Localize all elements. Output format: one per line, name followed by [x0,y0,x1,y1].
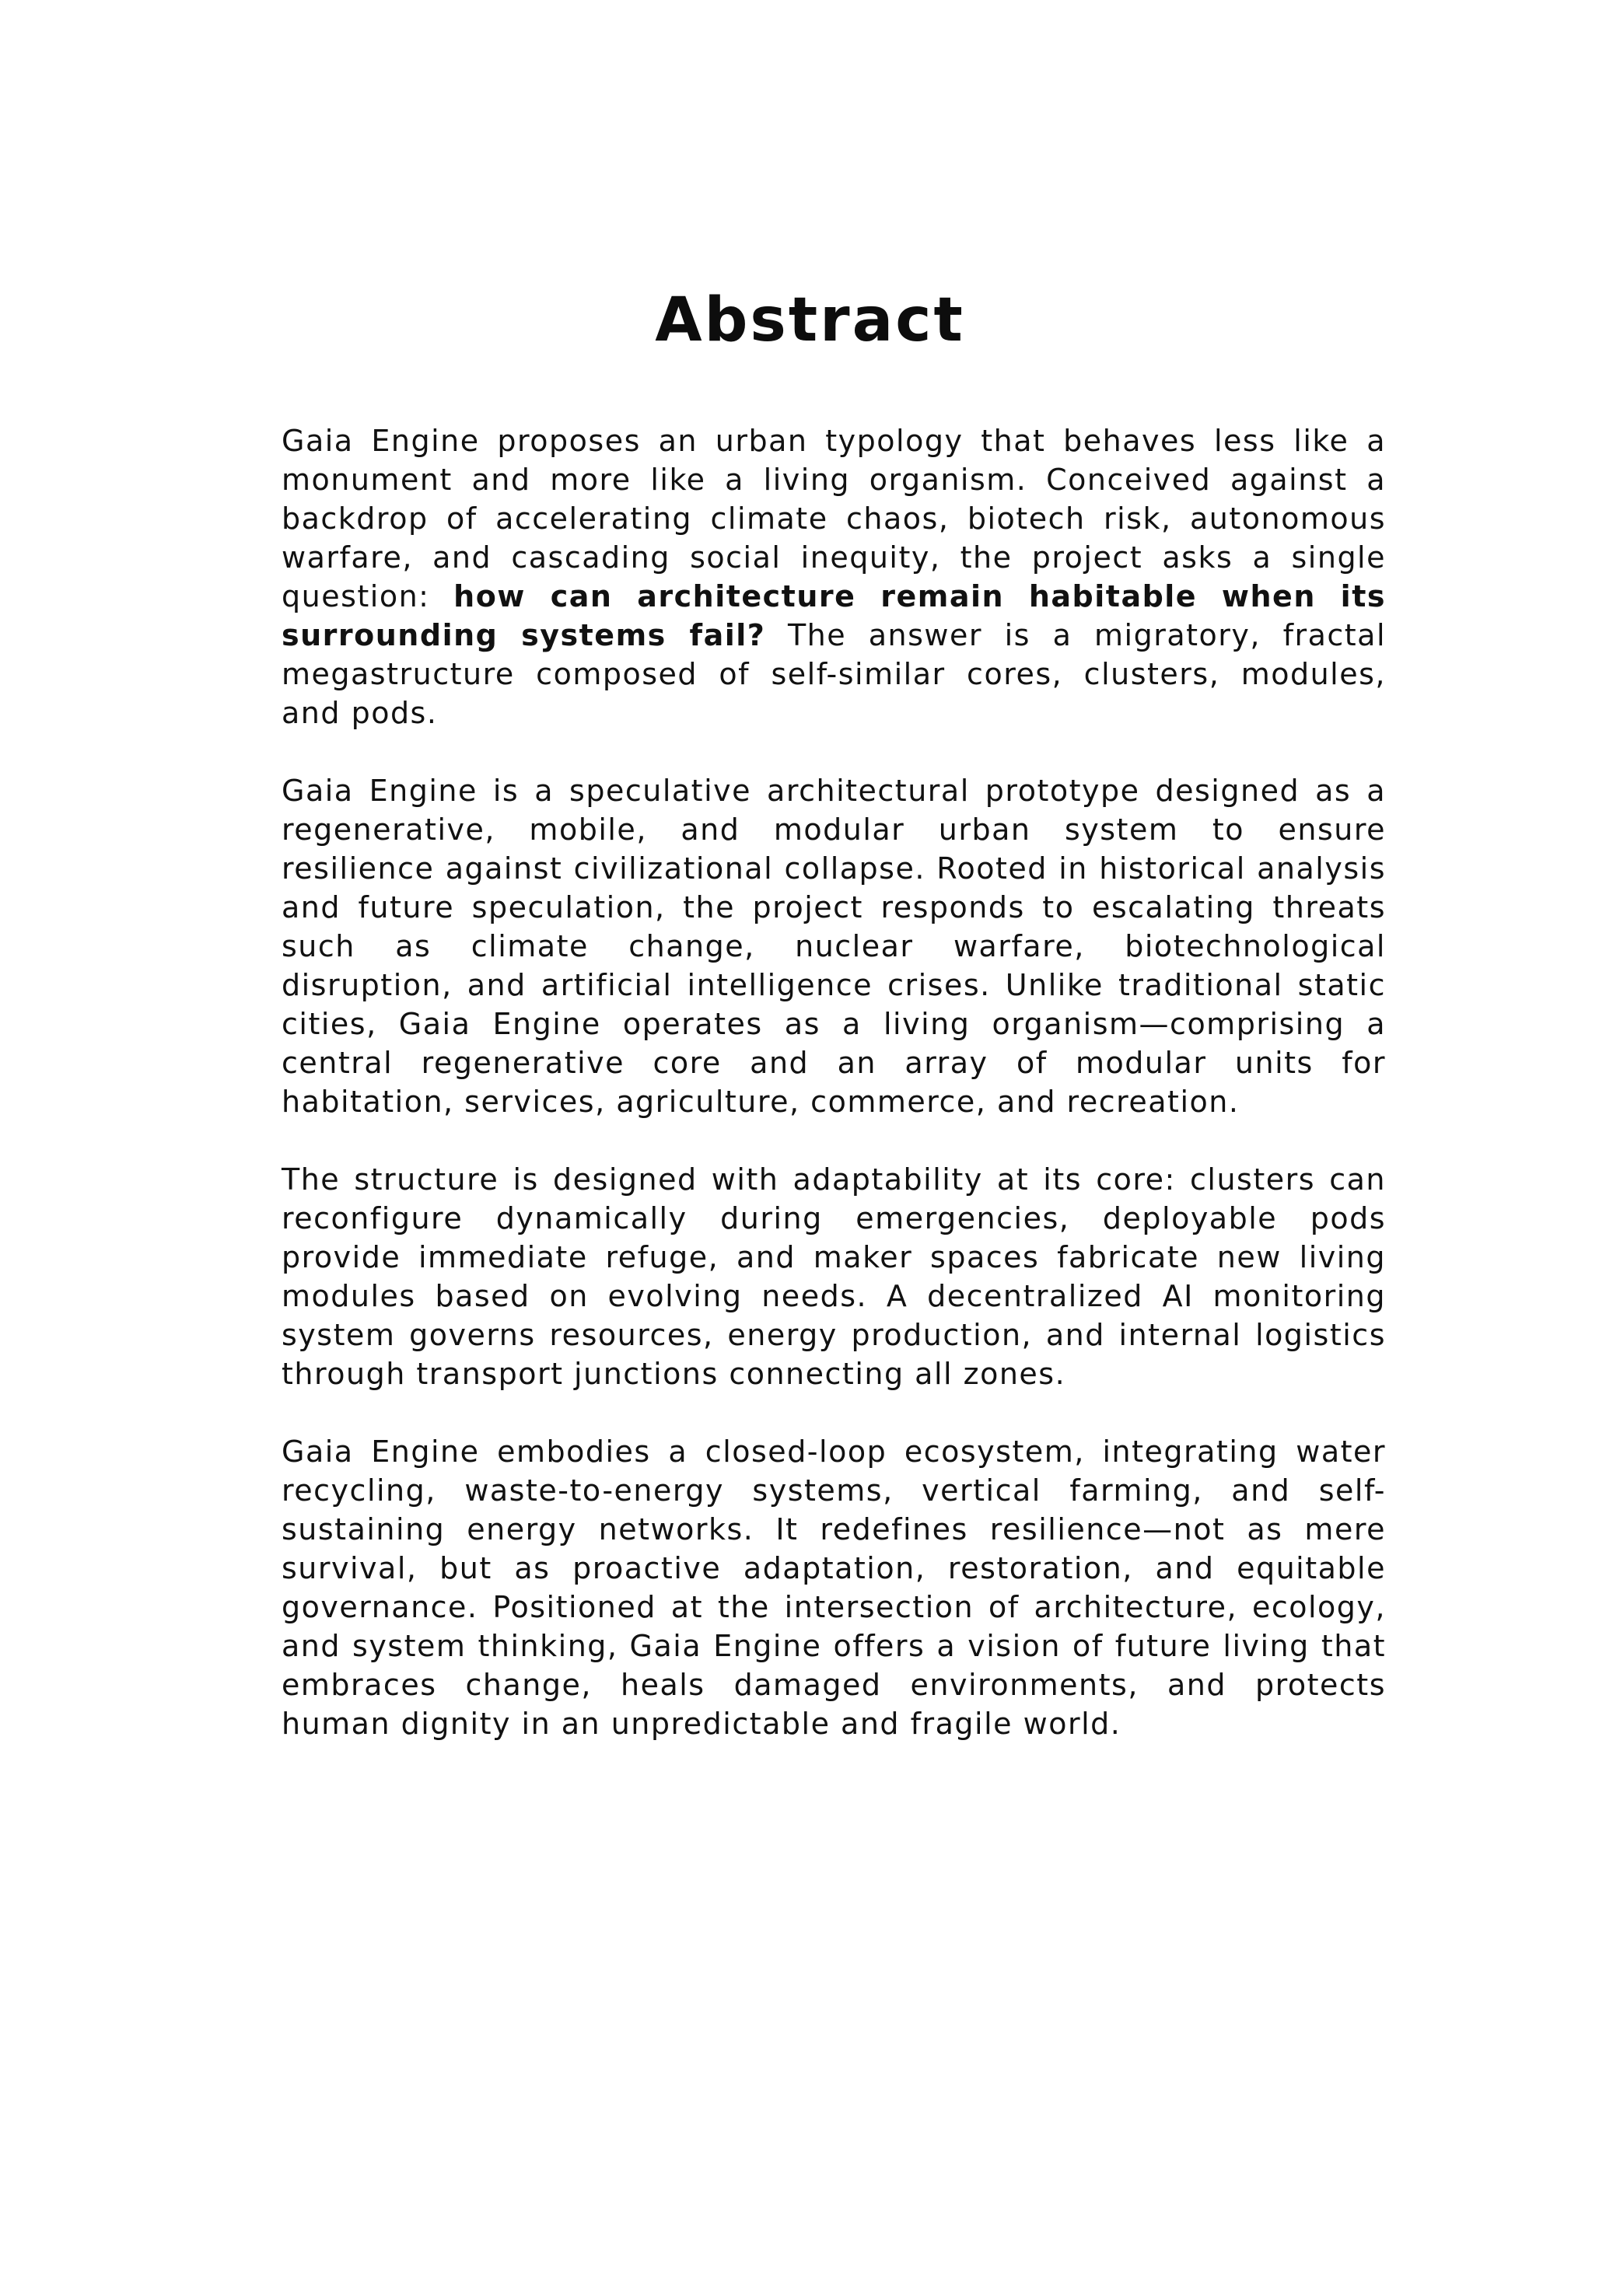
paragraph-1 [282,421,1386,732]
abstract-body [282,421,1386,1782]
paragraph-2: Gaia Engine is a speculative architectural prototype designed as a regenerative, mobile, and modular urban system to ensure resilience against civilizational collapse. Rooted in historical analysis and future speculation, the project responds to escalating threats such as climate change, nuclear warfare, biotechnological disruption, and artificial intelligence crises. Unlike traditional static cities, Gaia Engine operates as a living organism—comprising a central regenerative core and an array of modular units for habitation, services, agriculture, commerce, and recreation. [282,774,1386,1119]
paragraph-4: Gaia Engine embodies a closed-loop ecosystem, integrating water recycling, waste-to-energy systems, vertical farming, and self-sustaining energy networks. It redefines resilience—not as mere survival, but as proactive adaptation, restoration, and equitable governance. Positioned at the intersection of architecture, ecology, and system thinking, Gaia Engine offers a vision of future living that embraces change, heals damaged environments, and protects human dignity in an unpredictable and fragile world. [282,1435,1386,1741]
paragraph-1-intro: Gaia Engine proposes an urban typology that behaves less like a monument and more like a living organism. Conceived against a backdrop of accelerating climate chaos, biotech risk, autonomous warfare, and cascading social inequity, the project asks a single question: [282,424,1386,613]
paragraph-1-answer: The answer is a migratory, fractal megastructure composed of self-similar cores, clusters, modules, and pods. [282,618,1387,730]
paragraph-3: The structure is designed with adaptability at its core: clusters can reconfigure dynamically during emergencies, deployable pods provide immediate refuge, and maker spaces fabricate new living modules based on evolving needs. A decentralized AI monitoring system governs resources, energy production, and internal logistics through transport junctions connecting all zones. [282,1162,1386,1391]
research-question: how can architecture remain habitable when its surrounding systems fail? [282,579,1386,652]
page-title: Abstract [655,285,965,355]
